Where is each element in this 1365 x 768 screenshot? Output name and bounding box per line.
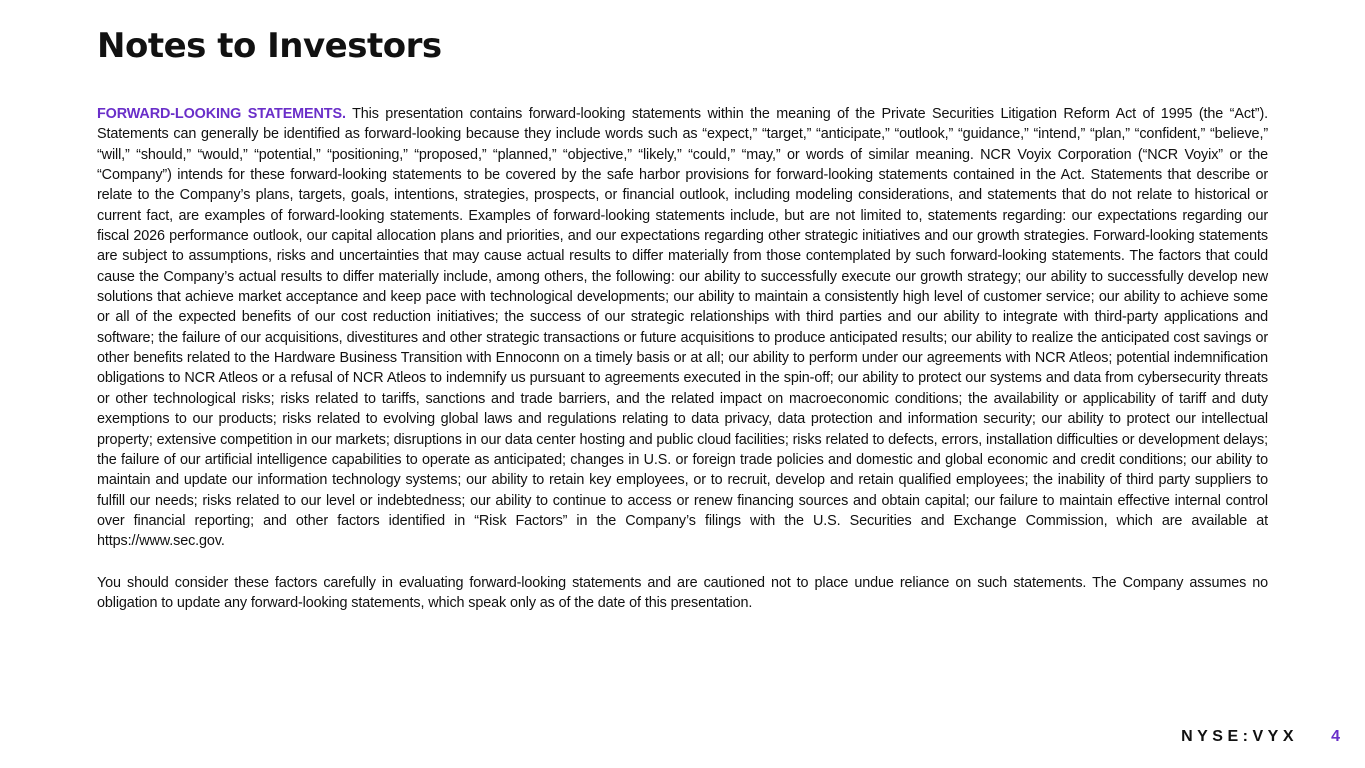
forward-looking-statements-text: This presentation contains forward-looking statements within the meaning of the Private Securities Litigation Reform Act of 1995 (the “Act”). Statements can generally be identified as forward-looking because they include words such as “expect,” “target,” “anticipate,” “outlook,” “guidance,” “intend,” “plan,” “confident,” “believe,” “will,” “should,” “would,” “potential,” “positioning,” “proposed,” “planned,” “objective,” “likely,” “could,” “may,” or words of similar meaning. NCR Voyix Corporation (“NCR Voyix” or the “Company”) intends for these forward-looking statements to be covered by the safe harbor provisions for forward-looking statements contained in the Act. Statements that describe or relate to the Company’s plans, targets, goals, intentions, strategies, prospects, or financial outlook, including modeling considerations, and statements that do not relate to historical or current fact, are examples of forward-looking statements. Examples of forward-looking statements include, but are not limited to, statements regarding: our expectations regarding our fiscal 2026 performance outlook, our capital allocation plans and priorities, and our expectations regarding other strategic initiatives and our growth strategies. Forward-looking statements are subject to assumptions, risks and uncertainties that may cause actual results to differ materially from those contemplated by such forward-looking statements. The factors that could cause the Company’s actual results to differ materially include, among others, the following: our ability to successfully execute our growth strategy; our ability to successfully develop new solutions that achieve market acceptance and keep pace with technological developments; our ability to maintain a consistently high level of customer service; our ability to achieve some or all of the expected benefits of our cost reduction initiatives; the success of our strategic relationships with third parties and our ability to integrate with third-party applications and software; the failure of our acquisitions, divestitures and other strategic transactions or future acquisitions to produce anticipated results; our ability to realize the anticipated cost savings or other benefits related to the Hardware Business Transition with Ennoconn on a timely basis or at all; our ability to perform under our agreements with NCR Atleos; potential indemnification obligations to NCR Atleos or a refusal of NCR Atleos to indemnify us pursuant to agreements executed in the spin-off; our ability to protect our systems and data from cybersecurity threats or other technological risks; risks related to tariffs, sanctions and trade barriers, and the related impact on macroeconomic conditions; the availability or applicability of tariff and duty exemptions to our products; risks related to evolving global laws and regulations relating to data privacy, data protection and information security; our ability to protect our intellectual property; extensive competition in our markets; disruptions in our data center hosting and public cloud facilities; risks related to defects, errors, installation difficulties or development delays; the failure of our artificial intelligence capabilities to operate as anticipated; changes in U.S. or foreign trade policies and domestic and global economic and credit conditions; our ability to maintain and update our information technology systems; our ability to retain key employees, or to recruit, develop and retain qualified employees; the inability of third party suppliers to fulfill our needs; risks related to our level or indebtedness; our ability to continue to access or renew financing sources and obtain capital; our failure to maintain effective internal control over financial reporting; and other factors identified in “Risk Factors” in the Company’s filings with the U.S. Securities and Exchange Commission, which are available at https://www.sec.gov. xyxy=(97,106,1269,550)
page-number: 4 xyxy=(1331,728,1340,745)
forward-looking-statements-heading: FORWARD-LOOKING STATEMENTS. xyxy=(97,106,346,122)
stock-ticker: NYSE:VYX xyxy=(1181,728,1298,745)
forward-looking-statements-paragraph xyxy=(97,104,1268,552)
caution-paragraph: You should consider these factors carefully in evaluating forward-looking statements and are cautioned not to place undue reliance on such statements. The Company assumes no obligation to update any forward-looking statements, which speak only as of the date of this presentation. xyxy=(97,574,1268,611)
notes-body xyxy=(97,104,1268,613)
slide-title: Notes to Investors xyxy=(97,26,442,66)
